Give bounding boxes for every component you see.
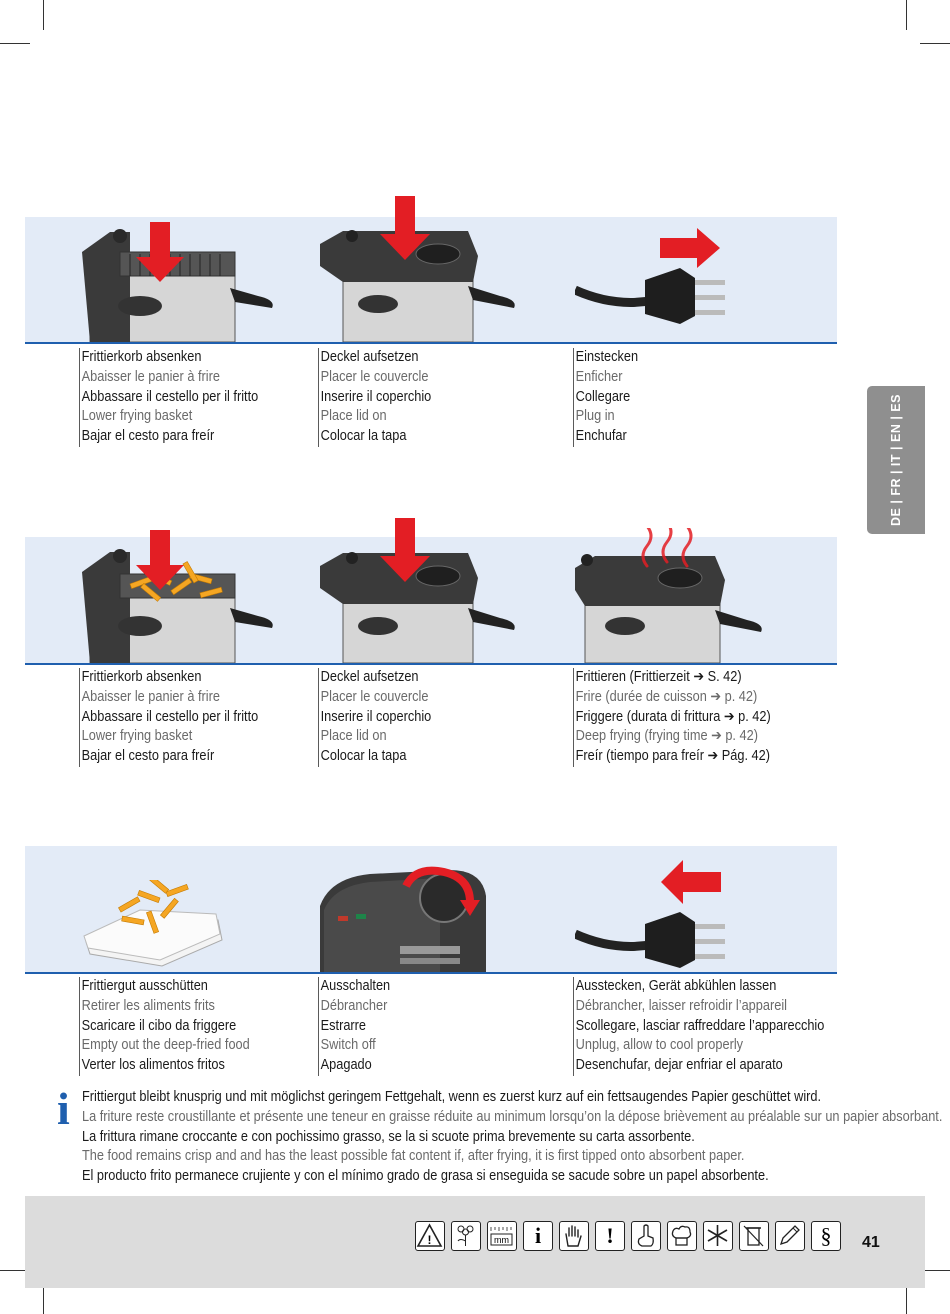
plug-in-image	[575, 228, 755, 340]
step-line-fr: Abaisser le panier à frire	[81, 688, 220, 705]
step-line-en: Switch off	[320, 1037, 376, 1054]
pencil-icon	[775, 1221, 805, 1251]
step-line-de: Ausstecken, Gerät abkühlen lassen	[575, 978, 777, 994]
crop-mark	[906, 0, 907, 30]
fries-on-paper-image	[82, 880, 232, 972]
fryer-basket-lower-image	[80, 222, 280, 342]
language-tab	[867, 386, 925, 534]
step-line-en: Unplug, allow to cool properly	[575, 1037, 744, 1054]
crop-mark	[43, 1284, 44, 1314]
pointing-hand-icon	[631, 1221, 661, 1251]
info-note	[82, 1088, 942, 1187]
step-line-es: Verter los alimentos fritos	[81, 1057, 225, 1074]
step-line-es: Apagado	[320, 1057, 372, 1074]
step-2-caption	[318, 348, 431, 447]
svg-text:!: !	[427, 1233, 432, 1247]
step-line-es: Bajar el cesto para freír	[81, 428, 215, 445]
step-line-de: Einstecken	[575, 349, 639, 365]
step-line-en: Place lid on	[320, 408, 387, 425]
step-line-de: Deckel aufsetzen	[320, 349, 419, 365]
step-line-de: Deckel aufsetzen	[320, 669, 419, 685]
step-line-it: Abbassare il cestello per il fritto	[81, 708, 259, 725]
step-line-fr: Débrancher, laisser refroidir l’appareil	[575, 997, 787, 1014]
info-symbol-icon: i	[523, 1221, 553, 1251]
mm-label: mm	[494, 1235, 509, 1245]
exclamation-icon: !	[595, 1221, 625, 1251]
chef-hat-icon	[667, 1221, 697, 1251]
step-line-en: Lower frying basket	[81, 408, 193, 425]
step-9-caption	[573, 977, 824, 1076]
step-line-es: Desenchufar, dejar enfriar el aparato	[575, 1057, 783, 1074]
paragraph-icon: §	[811, 1221, 841, 1251]
bin-icon	[739, 1221, 769, 1251]
step-line-it: Inserire il coperchio	[320, 708, 432, 725]
fryer-frying-steam-image	[575, 528, 785, 663]
step-line-en: Deep frying (frying time ➔ p. 42)	[575, 728, 758, 745]
step-line-es: Enchufar	[575, 428, 627, 445]
step-line-fr: Frire (durée de cuisson ➔ p. 42)	[575, 688, 758, 705]
step-line-de: Frittiergut ausschütten	[81, 978, 208, 994]
step-line-it: Abbassare il cestello per il fritto	[81, 388, 259, 405]
step-line-it: Friggere (durata di frittura ➔ p. 42)	[575, 708, 771, 725]
note-line-de: Frittiergut bleibt knusprig und mit möglichst geringem Fettgehalt, wenn es zuerst kurz auf ein fettsaugendes Papier geschüttet wird.	[82, 1089, 822, 1105]
step-6-caption	[573, 668, 771, 767]
step-line-it: Inserire il coperchio	[320, 388, 432, 405]
info-icon: i	[57, 1083, 70, 1134]
asterisk-icon	[703, 1221, 733, 1251]
step-line-de: Ausschalten	[320, 978, 391, 994]
step-line-es: Colocar la tapa	[320, 748, 407, 765]
step-line-es: Colocar la tapa	[320, 428, 407, 445]
unplug-image	[575, 858, 755, 972]
crop-mark	[920, 43, 950, 44]
note-line-it: La frittura rimane croccante e con pochissimo grasso, se la si scuote prima brevemente su carta assorbente.	[82, 1128, 695, 1145]
step-line-it: Collegare	[575, 388, 631, 405]
crop-mark	[906, 1284, 907, 1314]
step-line-en: Empty out the deep-fried food	[81, 1037, 250, 1054]
step-line-es: Freír (tiempo para freír ➔ Pág. 42)	[575, 748, 771, 765]
mm-icon	[487, 1221, 517, 1251]
step-line-en: Lower frying basket	[81, 728, 193, 745]
step-line-fr: Enficher	[575, 368, 623, 385]
step-line-de: Frittierkorb absenken	[81, 349, 202, 365]
step-line-de: Frittierkorb absenken	[81, 669, 202, 685]
crop-mark	[43, 0, 44, 30]
crop-mark	[0, 43, 30, 44]
note-line-fr: La friture reste croustillante et présente une teneur en graisse réduite au minimum lorsqu’on la dépose brièvement au préalable sur un papier absorbant.	[82, 1108, 943, 1125]
page-number: 41	[862, 1234, 880, 1251]
step-line-fr: Débrancher	[320, 997, 388, 1014]
step-7-caption	[79, 977, 250, 1076]
step-line-it: Scollegare, lasciar raffreddare l’apparecchio	[575, 1017, 825, 1034]
step-line-it: Scaricare il cibo da friggere	[81, 1017, 237, 1034]
note-line-en: The food remains crisp and and has the least possible fat content if, after frying, it is first tipped onto absorbent paper.	[82, 1148, 745, 1165]
step-5-caption	[318, 668, 431, 767]
fryer-lid-on-image	[318, 518, 528, 663]
fryer-lid-on-image	[318, 196, 528, 342]
hand-icon	[559, 1221, 589, 1251]
step-line-fr: Placer le couvercle	[320, 688, 429, 705]
step-8-caption	[318, 977, 390, 1076]
fryer-control-dial-image	[320, 866, 488, 972]
step-line-de: Frittieren (Frittierzeit ➔ S. 42)	[575, 669, 742, 685]
step-line-fr: Retirer les aliments frits	[81, 997, 215, 1014]
warning-icon	[415, 1221, 445, 1251]
step-3-caption	[573, 348, 638, 447]
step-line-es: Bajar el cesto para freír	[81, 748, 215, 765]
fryer-basket-with-fries-image	[80, 530, 280, 663]
step-4-caption	[79, 668, 258, 767]
step-line-fr: Placer le couvercle	[320, 368, 429, 385]
step-line-it: Estrarre	[320, 1017, 367, 1034]
note-line-es: El producto frito permanece crujiente y con el mínimo grado de grasa si enseguida se sacude sobre un papel absorbente.	[82, 1168, 769, 1185]
step-line-en: Place lid on	[320, 728, 387, 745]
step-line-fr: Abaisser le panier à frire	[81, 368, 220, 385]
step-line-en: Plug in	[575, 408, 615, 425]
flower-icon	[451, 1221, 481, 1251]
step-1-caption	[79, 348, 258, 447]
language-tab-label: DE | FR | IT | EN | ES	[889, 394, 903, 526]
